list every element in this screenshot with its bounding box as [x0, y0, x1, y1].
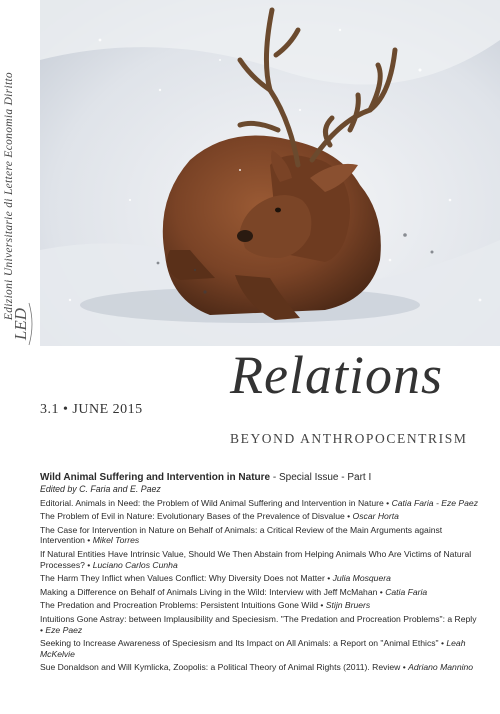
article-title: The Problem of Evil in Nature: Evolutionary Bases of the Prevalence of Disvalue •	[40, 511, 353, 522]
journal-title: Relations	[230, 345, 443, 405]
article-entry	[40, 638, 480, 659]
article-entry	[40, 600, 480, 611]
article-title: Seeking to Increase Awareness of Speciesism and Its Impact on All Animals: a Report on "Animal Ethics" •	[40, 638, 447, 649]
special-issue-tail: - Special Issue - Part I	[270, 472, 372, 483]
article-entry	[40, 614, 480, 635]
article-author: Catia Faria	[385, 586, 428, 597]
special-issue-heading	[40, 472, 480, 484]
article-author: Luciano Carlos Cunha	[92, 559, 178, 570]
article-title: If Natural Entities Have Intrinsic Value, Should We Then Abstain from Helping Animals Who Are Victims of Natural Processes? •	[40, 548, 472, 570]
article-author: Adriano Mannino	[408, 662, 474, 673]
issue-label: 3.1 • JUNE 2015	[40, 402, 143, 417]
article-author: Catia Faria - Eze Paez	[391, 497, 479, 508]
article-author: Stijn Bruers	[325, 600, 371, 611]
article-entry	[40, 525, 480, 546]
article-title: The Predation and Procreation Problems: Persistent Intuitions Gone Wild •	[40, 600, 326, 611]
article-author: Eze Paez	[45, 624, 83, 635]
cover-sidebar	[0, 0, 40, 360]
article-title: Intuitions Gone Astray: between Implausibility and Speciesism. "The Predation and Procreation Problems": a Reply •	[40, 613, 477, 635]
article-title: The Harm They Inflict when Values Conflict: Why Diversity Does not Matter •	[40, 573, 333, 584]
article-author: Julia Mosquera	[332, 573, 391, 584]
special-issue-editors: Edited by C. Faria and E. Paez	[40, 484, 161, 494]
svg-text:LED: LED	[11, 307, 30, 341]
special-issue-title: Wild Animal Suffering and Intervention in Nature	[40, 472, 271, 483]
article-entry	[40, 511, 480, 522]
deer-in-snow-image	[40, 0, 500, 346]
journal-subtitle: BEYOND ANTHROPOCENTRISM	[230, 431, 468, 446]
article-entry	[40, 587, 480, 598]
article-entry	[40, 498, 480, 509]
publisher-name: Edizioni Universitarie di Lettere Economia Diritto	[3, 72, 15, 321]
article-entry	[40, 662, 480, 673]
article-title: Making a Difference on Behalf of Animals Living in the Wild: Interview with Jeff McMahan •	[40, 586, 386, 597]
table-of-contents	[40, 472, 480, 676]
article-author: Oscar Horta	[352, 511, 399, 522]
article-author: Mikel Torres	[92, 535, 140, 546]
article-title: The Case for Intervention in Nature on Behalf of Animals: a Critical Review of the Main Arguments against Intervention •	[40, 524, 443, 546]
article-title: Editorial. Animals in Need: the Problem of Wild Animal Suffering and Intervention in Nature •	[40, 497, 392, 508]
cover-photo	[40, 0, 500, 346]
led-logo-icon	[8, 296, 34, 352]
article-author: Leah McKelvie	[40, 638, 466, 659]
article-entry	[40, 573, 480, 584]
article-entry	[40, 549, 480, 570]
article-title: Sue Donaldson and Will Kymlicka, Zoopolis: a Political Theory of Animal Rights (2011). Review •	[40, 662, 409, 673]
